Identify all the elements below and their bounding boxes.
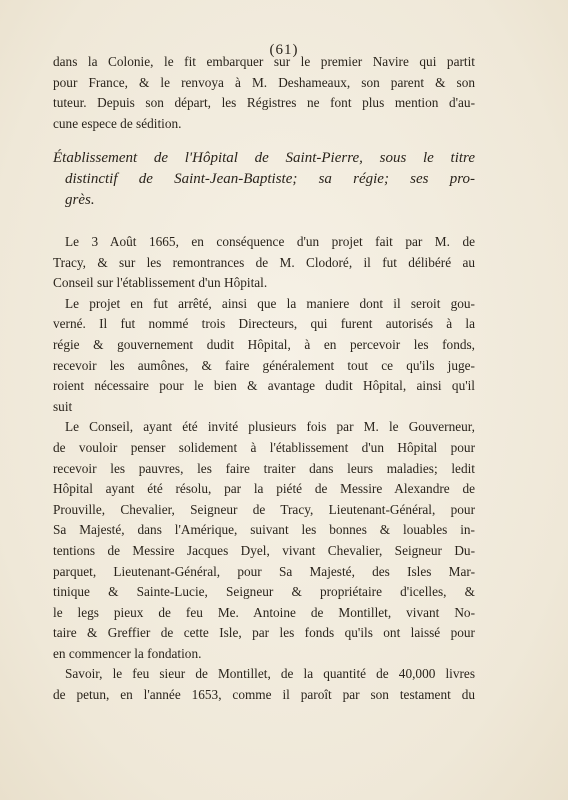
text-line: Le projet en fut arrêté, ainsi que la maniere dont il seroit gou-: [65, 295, 475, 311]
heading-line: Établissement de l'Hôpital de Saint-Pierre, sous le titre: [53, 150, 475, 166]
text-line: tuteur. Depuis son départ, les Régistres ne font plus mention d'au-: [53, 95, 475, 111]
text-line: Hôpital ayant été résolu, par la piété de Messire Alexandre de: [53, 481, 475, 497]
text-line: pour France, & le renvoya à M. Deshameaux, son parent & son: [53, 74, 475, 90]
text-line: Prouville, Chevalier, Seigneur de Tracy, Lieutenant-Général, pour: [53, 501, 475, 517]
text-line: en commencer la fondation.: [53, 645, 202, 661]
text-line: le legs pieux de feu Me. Antoine de Montillet, vivant No-: [53, 604, 475, 620]
opening-paragraph: [53, 52, 475, 134]
text-line: cune espece de sédition.: [53, 115, 182, 131]
text-line: Le 3 Août 1665, en conséquence d'un projet fait par M. de: [65, 234, 475, 249]
text-line: taire & Greffier de cette Isle, par les fonds qu'ils ont laissé pour: [53, 625, 475, 641]
text-line: Sa Majesté, dans l'Amérique, suivant les bonnes & louables in-: [53, 522, 475, 538]
text-line: tentions de Messire Jacques Dyel, vivant Chevalier, Seigneur Du-: [53, 542, 475, 558]
text-line: tinique & Sainte-Lucie, Seigneur & propriétaire d'icelles, &: [53, 584, 475, 600]
text-line: Conseil sur l'établissement d'un Hôpital.: [53, 275, 268, 291]
heading-line: grès.: [65, 192, 95, 208]
text-line: roient nécessaire pour le bien & avantage dudit Hôpital, ainsi qu'il: [53, 378, 475, 394]
text-line: de petun, en l'année 1653, comme il paroît par son testament du: [53, 687, 475, 703]
text-line: Savoir, le feu sieur de Montillet, de la quantité de 40,000 livres: [65, 666, 475, 682]
heading-line: distinctif de Saint-Jean-Baptiste; sa régie; ses pro-: [65, 171, 475, 187]
text-line: dans la Colonie, le fit embarquer sur le premier Navire qui partit: [53, 54, 475, 69]
text-line: recevoir les pauvres, les faire traiter dans leurs maladies; ledit: [53, 460, 475, 476]
text-line: Le Conseil, ayant été invité plusieurs fois par M. le Gouverneur,: [65, 419, 475, 435]
text-line: verné. Il fut nommé trois Directeurs, qui furent autorisés à la: [53, 316, 475, 332]
body-text: [53, 232, 475, 706]
text-line: recevoir les aumônes, & faire généralement tout ce qu'ils juge-: [53, 357, 475, 373]
section-heading: [53, 148, 475, 211]
text-line: Tracy, & sur les remontrances de M. Clodoré, il fut délibéré au: [53, 254, 475, 270]
text-line: régie & gouvernement dudit Hôpital, à en percevoir les fonds,: [53, 336, 475, 352]
text-line: suit: [53, 398, 73, 414]
page-number: (61): [269, 42, 299, 58]
text-line: de vouloir penser solidement à l'établissement d'un Hôpital pour: [53, 439, 475, 455]
text-line: parquet, Lieutenant-Général, pour Sa Majesté, des Isles Mar-: [53, 563, 475, 579]
